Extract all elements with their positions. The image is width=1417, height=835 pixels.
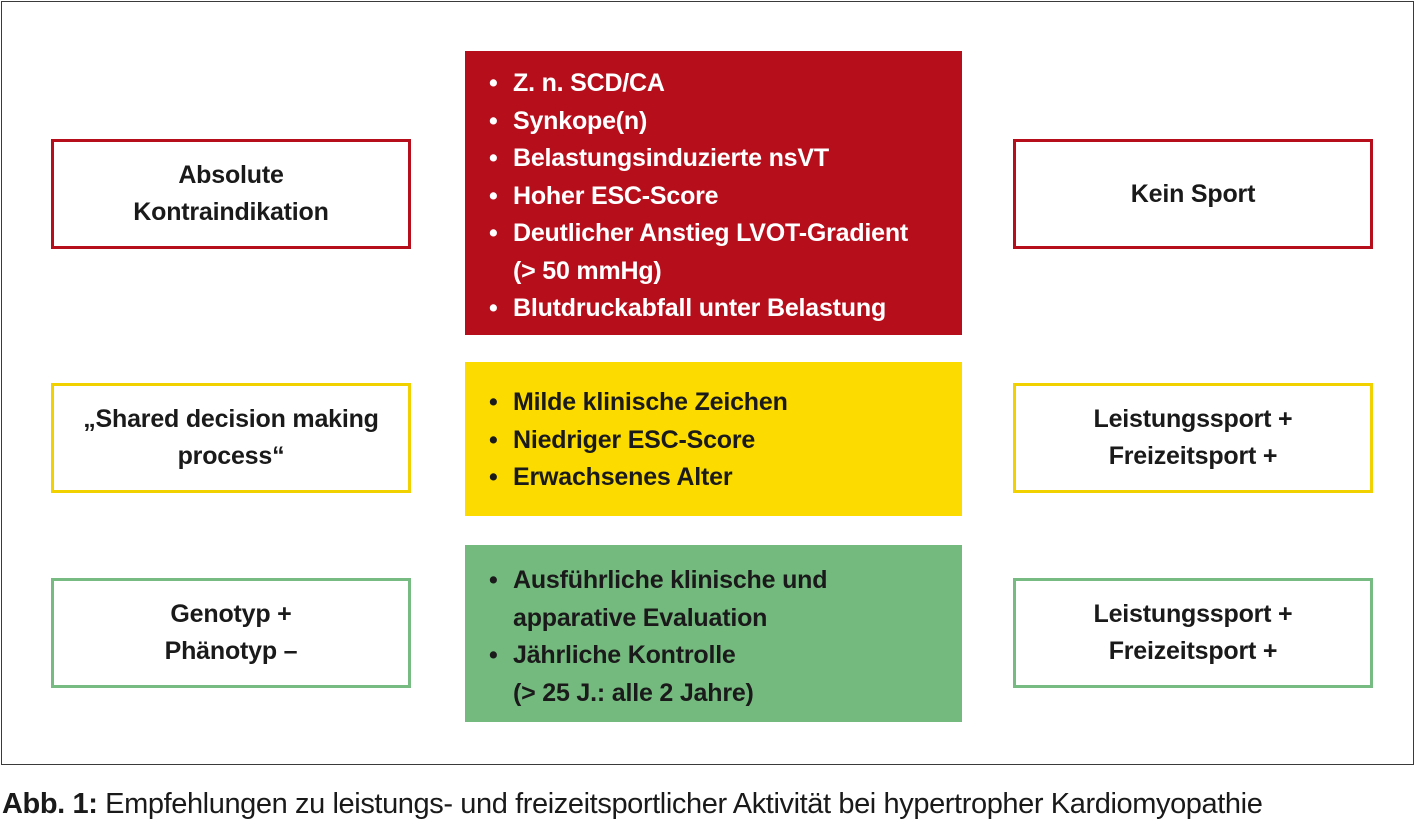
criteria-item: • Synkope(n)	[489, 103, 944, 141]
criteria-item: • Erwachsenes Alter	[489, 459, 944, 497]
right-box-no-sport	[1013, 139, 1373, 249]
center-box-yellow-criteria	[465, 362, 962, 516]
right-box-line: Leistungssport +	[1093, 600, 1293, 628]
left-box-genotype-phenotype	[51, 578, 411, 688]
criteria-item: • Belastungsinduzierte nsVT	[489, 140, 944, 178]
right-box-line: Freizeitsport +	[1108, 637, 1278, 665]
right-box-line: Leistungssport +	[1093, 405, 1293, 433]
right-box-line: Kein Sport	[1130, 179, 1256, 208]
left-box-shared-decision	[51, 383, 411, 493]
right-box-line: Freizeitsport +	[1108, 442, 1278, 470]
figure-caption	[2, 784, 1262, 824]
center-box-red-criteria	[465, 51, 962, 335]
criteria-item: • Jährliche Kontrolle (> 25 J.: alle 2 Jahre)	[489, 637, 944, 712]
left-box-line: Phänotyp –	[164, 637, 298, 665]
center-box-green-criteria	[465, 545, 962, 722]
criteria-item: • Deutlicher Anstieg LVOT-Gradient (> 50 mmHg)	[489, 215, 944, 290]
criteria-list	[489, 384, 944, 497]
criteria-item: • Z. n. SCD/CA	[489, 65, 944, 103]
criteria-item: • Milde klinische Zeichen	[489, 384, 944, 422]
criteria-item: • Niedriger ESC-Score	[489, 422, 944, 460]
left-box-line: Genotyp +	[170, 600, 292, 628]
criteria-list	[489, 65, 944, 328]
right-box-sport-allowed	[1013, 383, 1373, 493]
criteria-item: • Blutdruckabfall unter Belastung	[489, 290, 944, 328]
criteria-list	[489, 562, 944, 712]
left-box-absolute-contraindication	[51, 139, 411, 249]
criteria-item: • Ausführliche klinische und apparative Evaluation	[489, 562, 944, 637]
left-box-line: Absolute	[178, 161, 284, 189]
left-box-line: process“	[177, 442, 285, 470]
criteria-item: • Hoher ESC-Score	[489, 178, 944, 216]
left-box-line: „Shared decision making	[83, 405, 379, 433]
figure-frame	[1, 1, 1414, 765]
left-box-line: Kontraindikation	[133, 198, 329, 226]
caption-text: Empfehlungen zu leistungs- und freizeitsportlicher Aktivität bei hypertropher Kardiomyopathie	[97, 788, 1263, 820]
right-box-sport-allowed	[1013, 578, 1373, 688]
caption-label: Abb. 1:	[2, 788, 98, 820]
